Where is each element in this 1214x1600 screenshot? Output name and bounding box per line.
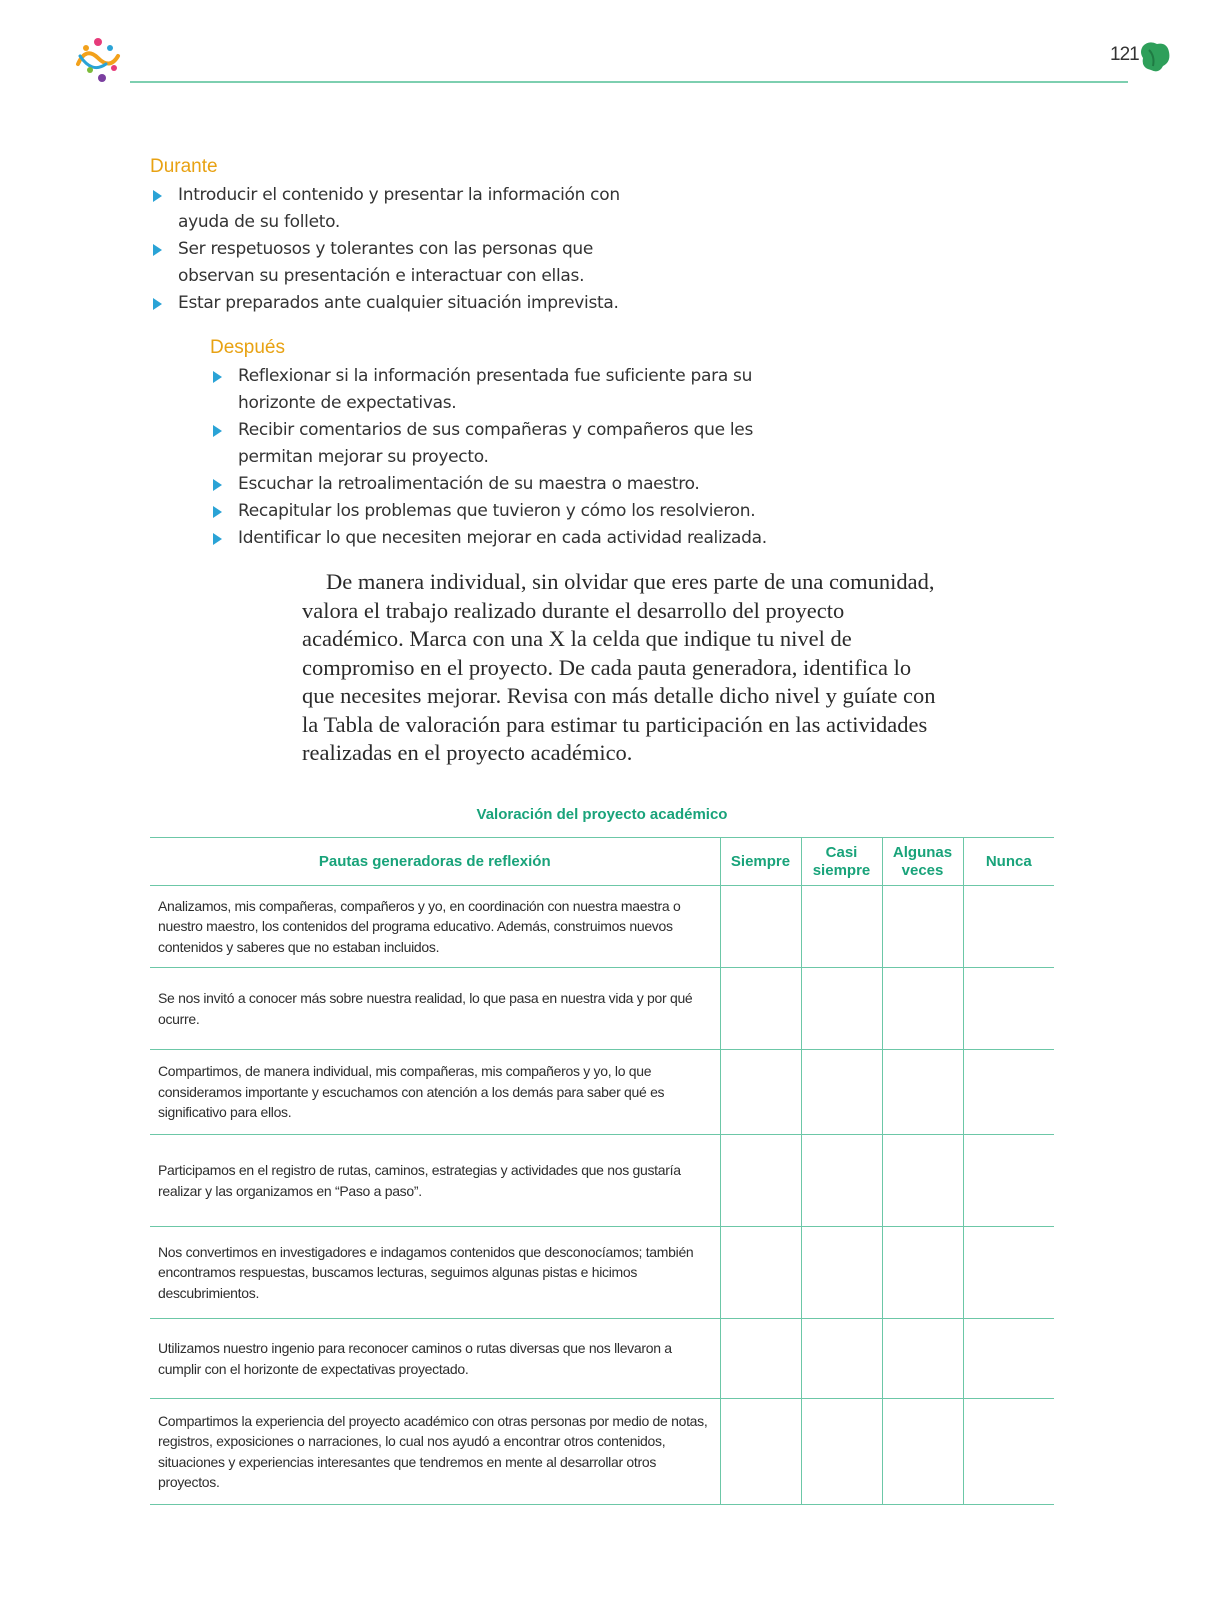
rate-cell-nunca[interactable] bbox=[963, 886, 1054, 968]
rate-cell-siempre[interactable] bbox=[720, 1050, 801, 1135]
header-algunas-veces: Algunas veces bbox=[882, 838, 963, 886]
bullet-arrow-icon bbox=[213, 506, 222, 518]
bullet-arrow-icon bbox=[213, 371, 222, 383]
bullet-arrow-icon bbox=[153, 298, 162, 310]
rate-cell-nunca[interactable] bbox=[963, 1399, 1054, 1505]
rate-cell-nunca[interactable] bbox=[963, 1050, 1054, 1135]
criteria-text: Analizamos, mis compañeras, compañeros y yo, en coordinación con nuestra maestra o nuestro maestro, los contenidos del programa educativo. Además, construimos nuevos contenidos y saberes que no estaban incluidos. bbox=[150, 886, 720, 968]
list-item: Escuchar la retroalimentación de su maestra o maestro. bbox=[210, 471, 770, 498]
section-title: Después bbox=[210, 337, 285, 358]
criteria-text: Utilizamos nuestro ingenio para reconocer caminos o rutas diversas que nos llevaron a cumplir con el horizonte de expectativas proyectado. bbox=[150, 1319, 720, 1399]
header-nunca: Nunca bbox=[963, 838, 1054, 886]
rate-cell-siempre[interactable] bbox=[720, 1227, 801, 1319]
criteria-text: Nos convertimos en investigadores e indagamos contenidos que desconocíamos; también encontramos respuestas, buscamos lecturas, seguimos algunas pistas e hicimos descubrimientos. bbox=[150, 1227, 720, 1319]
table-row bbox=[150, 968, 1054, 1050]
rate-cell-nunca[interactable] bbox=[963, 1135, 1054, 1227]
section-title: Durante bbox=[150, 156, 218, 177]
header-casi-siempre: Casi siempre bbox=[801, 838, 882, 886]
rate-cell-algunas-veces[interactable] bbox=[882, 1050, 963, 1135]
rate-cell-casi-siempre[interactable] bbox=[801, 1399, 882, 1505]
rate-cell-casi-siempre[interactable] bbox=[801, 1319, 882, 1399]
rating-table bbox=[150, 837, 1054, 1505]
criteria-text: Se nos invitó a conocer más sobre nuestra realidad, lo que pasa en nuestra vida y por qué ocurre. bbox=[150, 968, 720, 1050]
list-item: Recibir comentarios de sus compañeras y compañeros que les permitan mejorar su proyecto. bbox=[210, 417, 770, 471]
table-caption: Valoración del proyecto académico bbox=[476, 806, 728, 823]
page-number: 121 bbox=[1110, 44, 1139, 65]
program-logo-icon bbox=[72, 34, 124, 86]
table-header-row bbox=[150, 838, 1054, 886]
rate-cell-casi-siempre[interactable] bbox=[801, 1227, 882, 1319]
rate-cell-siempre[interactable] bbox=[720, 886, 801, 968]
header-rule bbox=[130, 81, 1128, 83]
rate-cell-siempre[interactable] bbox=[720, 1319, 801, 1399]
table-row bbox=[150, 1050, 1054, 1135]
section-despues bbox=[210, 337, 770, 552]
criteria-text: Participamos en el registro de rutas, caminos, estrategias y actividades que nos gustaría realizar y las organizamos en “Paso a paso”. bbox=[150, 1135, 720, 1227]
rate-cell-nunca[interactable] bbox=[963, 1319, 1054, 1399]
table-row bbox=[150, 1227, 1054, 1319]
rate-cell-siempre[interactable] bbox=[720, 1399, 801, 1505]
rate-cell-algunas-veces[interactable] bbox=[882, 886, 963, 968]
table-row bbox=[150, 1399, 1054, 1505]
table-row bbox=[150, 1319, 1054, 1399]
rate-cell-siempre[interactable] bbox=[720, 1135, 801, 1227]
header-siempre: Siempre bbox=[720, 838, 801, 886]
rate-cell-nunca[interactable] bbox=[963, 968, 1054, 1050]
list-item: Estar preparados ante cualquier situación imprevista. bbox=[150, 290, 670, 317]
bullet-arrow-icon bbox=[153, 244, 162, 256]
rate-cell-siempre[interactable] bbox=[720, 968, 801, 1050]
rate-cell-algunas-veces[interactable] bbox=[882, 1399, 963, 1505]
rate-cell-algunas-veces[interactable] bbox=[882, 968, 963, 1050]
list-item: Introducir el contenido y presentar la información con ayuda de su folleto. bbox=[150, 182, 670, 236]
header-criteria: Pautas generadoras de reflexión bbox=[150, 838, 720, 886]
criteria-text: Compartimos la experiencia del proyecto académico con otras personas por medio de notas, registros, exposiciones o narraciones, lo cual nos ayudó a encontrar otros contenidos, situaciones y experiencias interesantes que tendremos en mente al desarrollar otros proyectos. bbox=[150, 1399, 720, 1505]
bullet-arrow-icon bbox=[213, 479, 222, 491]
instructions-paragraph: De manera individual, sin olvidar que eres parte de una comunidad, valora el trabajo realizado durante el desarrollo del proyecto académico. Marca con una X la celda que indique tu nivel de compromiso en el proyecto. De cada pauta generadora, identifica lo que necesites mejorar. Revisa con más detalle dicho nivel y guíate con la Tabla de valoración para estimar tu participación en las actividades realizadas en el proyecto académico. bbox=[302, 569, 936, 765]
table-row bbox=[150, 1135, 1054, 1227]
list-item: Recapitular los problemas que tuvieron y cómo los resolvieron. bbox=[210, 498, 770, 525]
bullet-arrow-icon bbox=[213, 425, 222, 437]
rate-cell-algunas-veces[interactable] bbox=[882, 1227, 963, 1319]
list-item: Identificar lo que necesiten mejorar en cada actividad realizada. bbox=[210, 525, 770, 552]
list-item: Reflexionar si la información presentada fue suficiente para su horizonte de expectativas. bbox=[210, 363, 770, 417]
rate-cell-algunas-veces[interactable] bbox=[882, 1319, 963, 1399]
decorative-leaf-icon bbox=[1139, 40, 1171, 74]
section-durante bbox=[150, 156, 670, 317]
criteria-text: Compartimos, de manera individual, mis compañeras, mis compañeros y yo, lo que consideramos importante y escuchamos con atención a los demás para saber qué es significativo para ellos. bbox=[150, 1050, 720, 1135]
rate-cell-algunas-veces[interactable] bbox=[882, 1135, 963, 1227]
rate-cell-casi-siempre[interactable] bbox=[801, 968, 882, 1050]
rate-cell-casi-siempre[interactable] bbox=[801, 886, 882, 968]
bullet-arrow-icon bbox=[153, 190, 162, 202]
rate-cell-casi-siempre[interactable] bbox=[801, 1135, 882, 1227]
table-row bbox=[150, 886, 1054, 968]
rate-cell-casi-siempre[interactable] bbox=[801, 1050, 882, 1135]
list-item: Ser respetuosos y tolerantes con las personas que observan su presentación e interactuar con ellas. bbox=[150, 236, 670, 290]
bullet-arrow-icon bbox=[213, 533, 222, 545]
rate-cell-nunca[interactable] bbox=[963, 1227, 1054, 1319]
